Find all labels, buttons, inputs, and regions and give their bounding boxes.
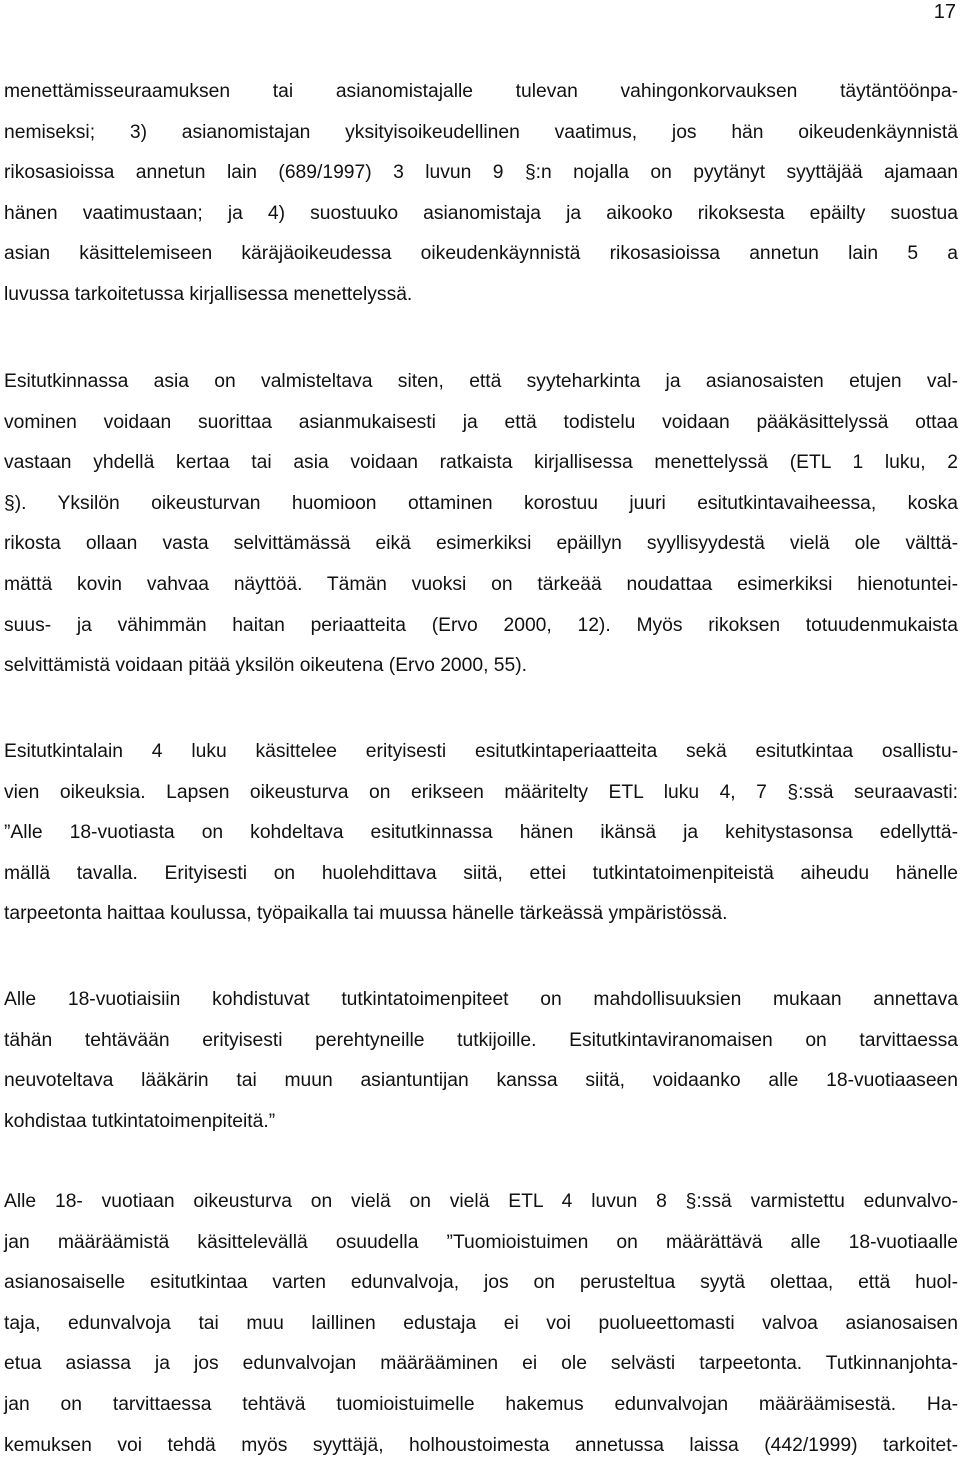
text-line: vien oikeuksia. Lapsen oikeusturva on erikseen määritelty ETL luku 4, 7 §:ssä seuraavasti: — [4, 781, 958, 803]
paragraph-3 — [4, 732, 958, 935]
text-line: vastaan yhdellä kertaa tai asia voidaan ratkaista kirjallisessa menettelyssä (ETL 1 luku, 2 — [4, 452, 958, 474]
text-line: kemuksen voi tehdä myös syyttäjä, holhoustoimesta annetussa laissa (442/1999) tarkoitet- — [4, 1434, 958, 1456]
text-line: selvittämistä voidaan pitää yksilön oikeutena (Ervo 2000, 55). — [4, 655, 528, 677]
text-line: mättä kovin vahvaa näyttöä. Tämän vuoksi on tärkeää noudattaa esimerkiksi hienotuntei- — [4, 573, 958, 595]
text-line: rikosasioissa annetun lain (689/1997) 3 luvun 9 §:n nojalla on pyytänyt syyttäjää ajamaan — [4, 162, 958, 184]
text-line: asian käsittelemiseen käräjäoikeudessa oikeudenkäynnistä rikosasioissa annetun lain 5 a — [4, 243, 958, 265]
text-line: etua asiassa ja jos edunvalvojan määrääminen ei ole selvästi tarpeetonta. Tutkinnanjohta- — [4, 1353, 958, 1375]
text-line: ”Alle 18-vuotiasta on kohdeltava esitutkinnassa hänen ikänsä ja kehitystasonsa edellyttä- — [4, 822, 958, 844]
text-line: kohdistaa tutkintatoimenpiteitä.” — [4, 1110, 276, 1132]
text-line: Alle 18- vuotiaan oikeusturva on vielä on vielä ETL 4 luvun 8 §:ssä varmistettu edunvalvo- — [4, 1191, 958, 1212]
text-line: tähän tehtävään erityisesti perehtyneille tutkijoille. Esitutkintaviranomaisen on tarvittaessa — [4, 1029, 958, 1051]
text-line: mällä tavalla. Erityisesti on huolehdittava siitä, ettei tutkintatoimenpiteistä aiheudu hänelle — [4, 862, 958, 884]
paragraph-4 — [4, 980, 958, 1142]
text-line: §). Yksilön oikeusturvan huomioon ottaminen korostuu juuri esitutkintavaiheessa, koska — [4, 492, 958, 514]
text-line: Esitutkintalain 4 luku käsittelee erityisesti esitutkintaperiaatteita sekä esitutkintaa osallistu- — [4, 741, 958, 762]
text-line: suus- ja vähimmän haitan periaatteita (Ervo 2000, 12). Myös rikoksen totuudenmukaista — [4, 614, 958, 636]
text-line: Esitutkinnassa asia on valmisteltava siten, että syyteharkinta ja asianosaisten etujen val- — [4, 371, 958, 392]
text-line: jan määräämistä käsittelevällä osuudella ”Tuomioistuimen on määrättävä alle 18-vuotiaalle — [4, 1231, 958, 1253]
text-line: jan on tarvittaessa tehtävä tuomioistuimelle hakemus edunvalvojan määräämisestä. Ha- — [4, 1393, 958, 1415]
text-line: vominen voidaan suorittaa asianmukaisesti ja että todistelu voidaan pääkäsittelyssä ottaa — [4, 411, 958, 433]
text-line: menettämisseuraamuksen tai asianomistajalle tulevan vahingonkorvauksen täytäntöönpa- — [4, 81, 958, 102]
paragraph-1 — [4, 72, 958, 316]
text-line: hänen vaatimustaan; ja 4) suostuuko asianomistaja ja aikooko rikoksesta epäilty suostua — [4, 202, 958, 224]
page-number: 17 — [933, 1, 956, 23]
paragraph-5 — [4, 1182, 958, 1466]
paragraph-2 — [4, 362, 958, 687]
text-line: Alle 18-vuotiaisiin kohdistuvat tutkintatoimenpiteet on mahdollisuuksien mukaan annettava — [4, 989, 958, 1010]
text-line: neuvoteltava lääkärin tai muun asiantuntijan kanssa siitä, voidaanko alle 18-vuotiaaseen — [4, 1070, 958, 1092]
text-line: taja, edunvalvoja tai muu laillinen edustaja ei voi puolueettomasti valvoa asianosaisen — [4, 1312, 958, 1334]
text-line: luvussa tarkoitetussa kirjallisessa menettelyssä. — [4, 283, 413, 305]
text-line: tarpeetonta haittaa koulussa, työpaikalla tai muussa hänelle tärkeässä ympäristössä. — [4, 903, 728, 925]
text-line: rikosta ollaan vasta selvittämässä eikä esimerkiksi epäillyn syyllisyydestä vielä ole välttä- — [4, 533, 958, 555]
text-line: asianosaiselle esitutkintaa varten edunvalvoja, jos on perusteltua syytä olettaa, että huol- — [4, 1272, 958, 1294]
text-line: nemiseksi; 3) asianomistajan yksityisoikeudellinen vaatimus, jos hän oikeudenkäynnistä — [4, 121, 958, 143]
